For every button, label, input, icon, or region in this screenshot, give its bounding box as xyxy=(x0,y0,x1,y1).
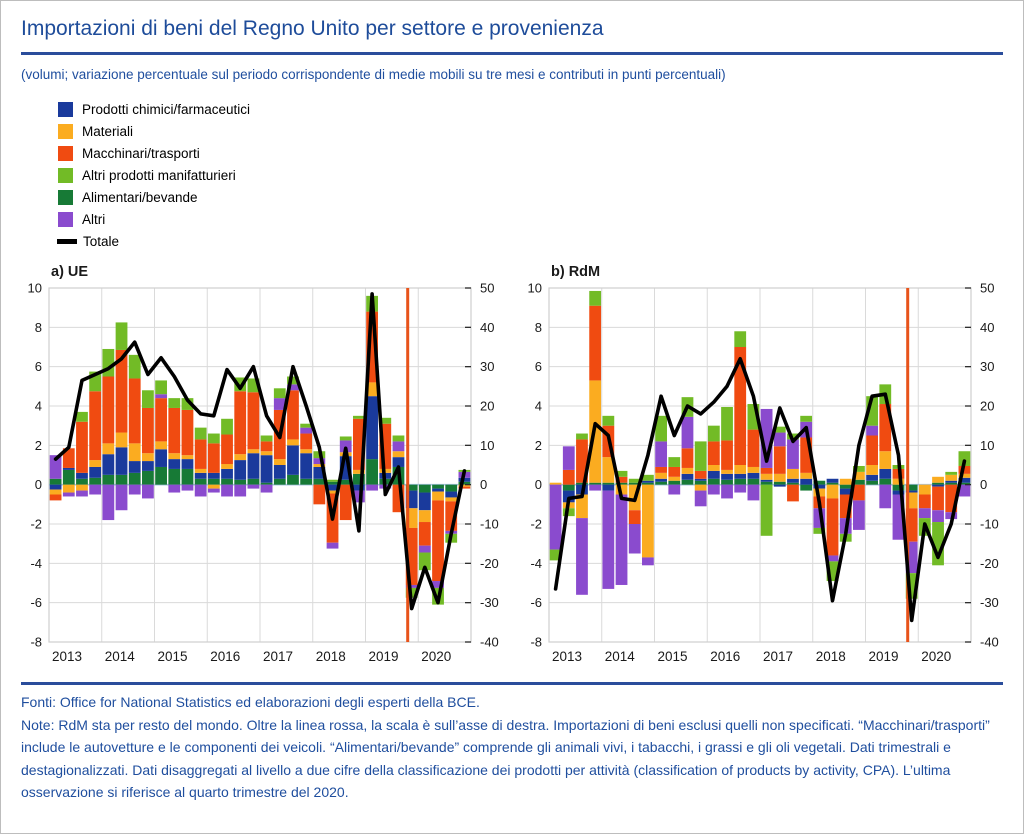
x-axis-labels xyxy=(552,649,951,664)
svg-text:0: 0 xyxy=(534,477,542,493)
svg-text:2020: 2020 xyxy=(421,649,452,664)
svg-text:-20: -20 xyxy=(980,555,999,571)
svg-text:2016: 2016 xyxy=(210,649,241,664)
color-swatch xyxy=(58,102,73,117)
svg-text:2018: 2018 xyxy=(815,649,846,664)
color-swatch xyxy=(58,212,73,227)
legend-item-altri xyxy=(58,208,1003,230)
page-title: Importazioni di beni del Regno Unito per settore e provenienza xyxy=(21,17,604,40)
svg-text:4: 4 xyxy=(34,398,42,414)
panel-title-a: a) UE xyxy=(51,264,89,280)
svg-text:40: 40 xyxy=(480,319,495,335)
svg-text:4: 4 xyxy=(534,398,542,414)
svg-text:2: 2 xyxy=(534,437,542,453)
svg-text:2018: 2018 xyxy=(315,649,346,664)
svg-text:-40: -40 xyxy=(480,634,499,650)
svg-text:2017: 2017 xyxy=(262,649,294,664)
svg-text:20: 20 xyxy=(480,398,495,414)
svg-text:2013: 2013 xyxy=(51,649,83,664)
chart-panel-a xyxy=(21,262,513,672)
svg-text:-10: -10 xyxy=(480,516,499,532)
legend-label: Macchinari/trasporti xyxy=(82,145,200,161)
charts-row xyxy=(21,262,1003,672)
note-text: Note: RdM sta per resto del mondo. Oltre la linea rossa, la scala è sull’asse di destra. Importazioni di beni esclusi quelli non specificati. “Macchinari/trasporti” include le autovetture e le componenti dei veicoli. “Alimentari/bevande” comprende gli animali vivi, i tabacchi, i grassi e gli oli vegetali. Dati trimestrali e destagionalizzati. Dati disaggregati al livello a due cifre della classificazione dei prodotti per attività (classification of products by activity, CPA). L’ultima osservazione si riferisce al quarto trimestre del 2020. xyxy=(21,716,990,800)
legend-label: Alimentari/bevande xyxy=(82,189,198,205)
svg-text:-8: -8 xyxy=(30,634,42,650)
svg-text:2013: 2013 xyxy=(551,649,583,664)
svg-text:2019: 2019 xyxy=(368,649,399,664)
color-swatch xyxy=(58,190,73,205)
legend-label: Altri prodotti manifatturieri xyxy=(82,167,236,183)
legend-label: Totale xyxy=(83,233,120,249)
svg-text:2015: 2015 xyxy=(657,649,688,664)
title-rule xyxy=(21,52,1003,55)
legend-item-macchinari-trasporti xyxy=(58,142,1003,164)
color-swatch xyxy=(58,124,73,139)
svg-text:10: 10 xyxy=(980,437,995,453)
total-line-swatch xyxy=(57,239,77,244)
chart-svg-a xyxy=(21,262,513,672)
legend-item-alimentari-bevande xyxy=(58,186,1003,208)
right-axis-ticks xyxy=(465,288,471,642)
svg-text:-4: -4 xyxy=(30,555,42,571)
legend-label: Materiali xyxy=(82,123,134,139)
x-axis-labels xyxy=(52,649,451,664)
footer-rule xyxy=(21,682,1003,685)
svg-text:10: 10 xyxy=(27,280,42,296)
svg-text:-30: -30 xyxy=(480,595,499,611)
svg-text:-4: -4 xyxy=(530,555,542,571)
svg-text:20: 20 xyxy=(980,398,995,414)
svg-text:2: 2 xyxy=(34,437,42,453)
svg-text:2020: 2020 xyxy=(921,649,952,664)
svg-text:6: 6 xyxy=(534,359,542,375)
svg-text:2014: 2014 xyxy=(104,649,135,664)
svg-text:8: 8 xyxy=(534,319,542,335)
svg-text:-40: -40 xyxy=(980,634,999,650)
svg-text:-2: -2 xyxy=(530,516,542,532)
svg-text:0: 0 xyxy=(980,477,988,493)
svg-text:6: 6 xyxy=(34,359,42,375)
svg-text:-2: -2 xyxy=(30,516,42,532)
svg-text:10: 10 xyxy=(480,437,495,453)
svg-text:2019: 2019 xyxy=(868,649,899,664)
svg-text:2015: 2015 xyxy=(157,649,188,664)
chart-panel-b xyxy=(521,262,1013,672)
svg-text:8: 8 xyxy=(34,319,42,335)
svg-text:2016: 2016 xyxy=(710,649,741,664)
legend-label: Altri xyxy=(82,211,106,227)
svg-text:0: 0 xyxy=(480,477,488,493)
svg-text:-8: -8 xyxy=(530,634,542,650)
svg-text:10: 10 xyxy=(527,280,542,296)
svg-text:-6: -6 xyxy=(530,595,542,611)
legend xyxy=(58,98,1003,252)
svg-text:2014: 2014 xyxy=(604,649,635,664)
chart-svg-b xyxy=(521,262,1013,672)
svg-text:-30: -30 xyxy=(980,595,999,611)
legend-item-prodotti-chimici-farmaceutici xyxy=(58,98,1003,120)
svg-text:0: 0 xyxy=(34,477,42,493)
fonti-text: Fonti: Office for National Statistics ed elaborazioni degli esperti della BCE. xyxy=(21,694,480,710)
legend-item-materiali xyxy=(58,120,1003,142)
svg-text:50: 50 xyxy=(480,280,495,296)
legend-label: Prodotti chimici/farmaceutici xyxy=(82,101,251,117)
legend-item-totale xyxy=(58,230,1003,252)
svg-text:-10: -10 xyxy=(980,516,999,532)
svg-text:-20: -20 xyxy=(480,555,499,571)
color-swatch xyxy=(58,168,73,183)
svg-text:50: 50 xyxy=(980,280,995,296)
svg-text:30: 30 xyxy=(980,359,995,375)
legend-item-altri-prodotti-manifatturieri xyxy=(58,164,1003,186)
color-swatch xyxy=(58,146,73,161)
svg-text:-6: -6 xyxy=(30,595,42,611)
svg-text:40: 40 xyxy=(980,319,995,335)
svg-text:2017: 2017 xyxy=(762,649,794,664)
panel-title-b: b) RdM xyxy=(551,264,601,280)
figure-subtitle: (volumi; variazione percentuale sul periodo corrispondente di medie mobili su tre mesi e contributi in punti percentuali) xyxy=(21,67,726,82)
svg-text:30: 30 xyxy=(480,359,495,375)
